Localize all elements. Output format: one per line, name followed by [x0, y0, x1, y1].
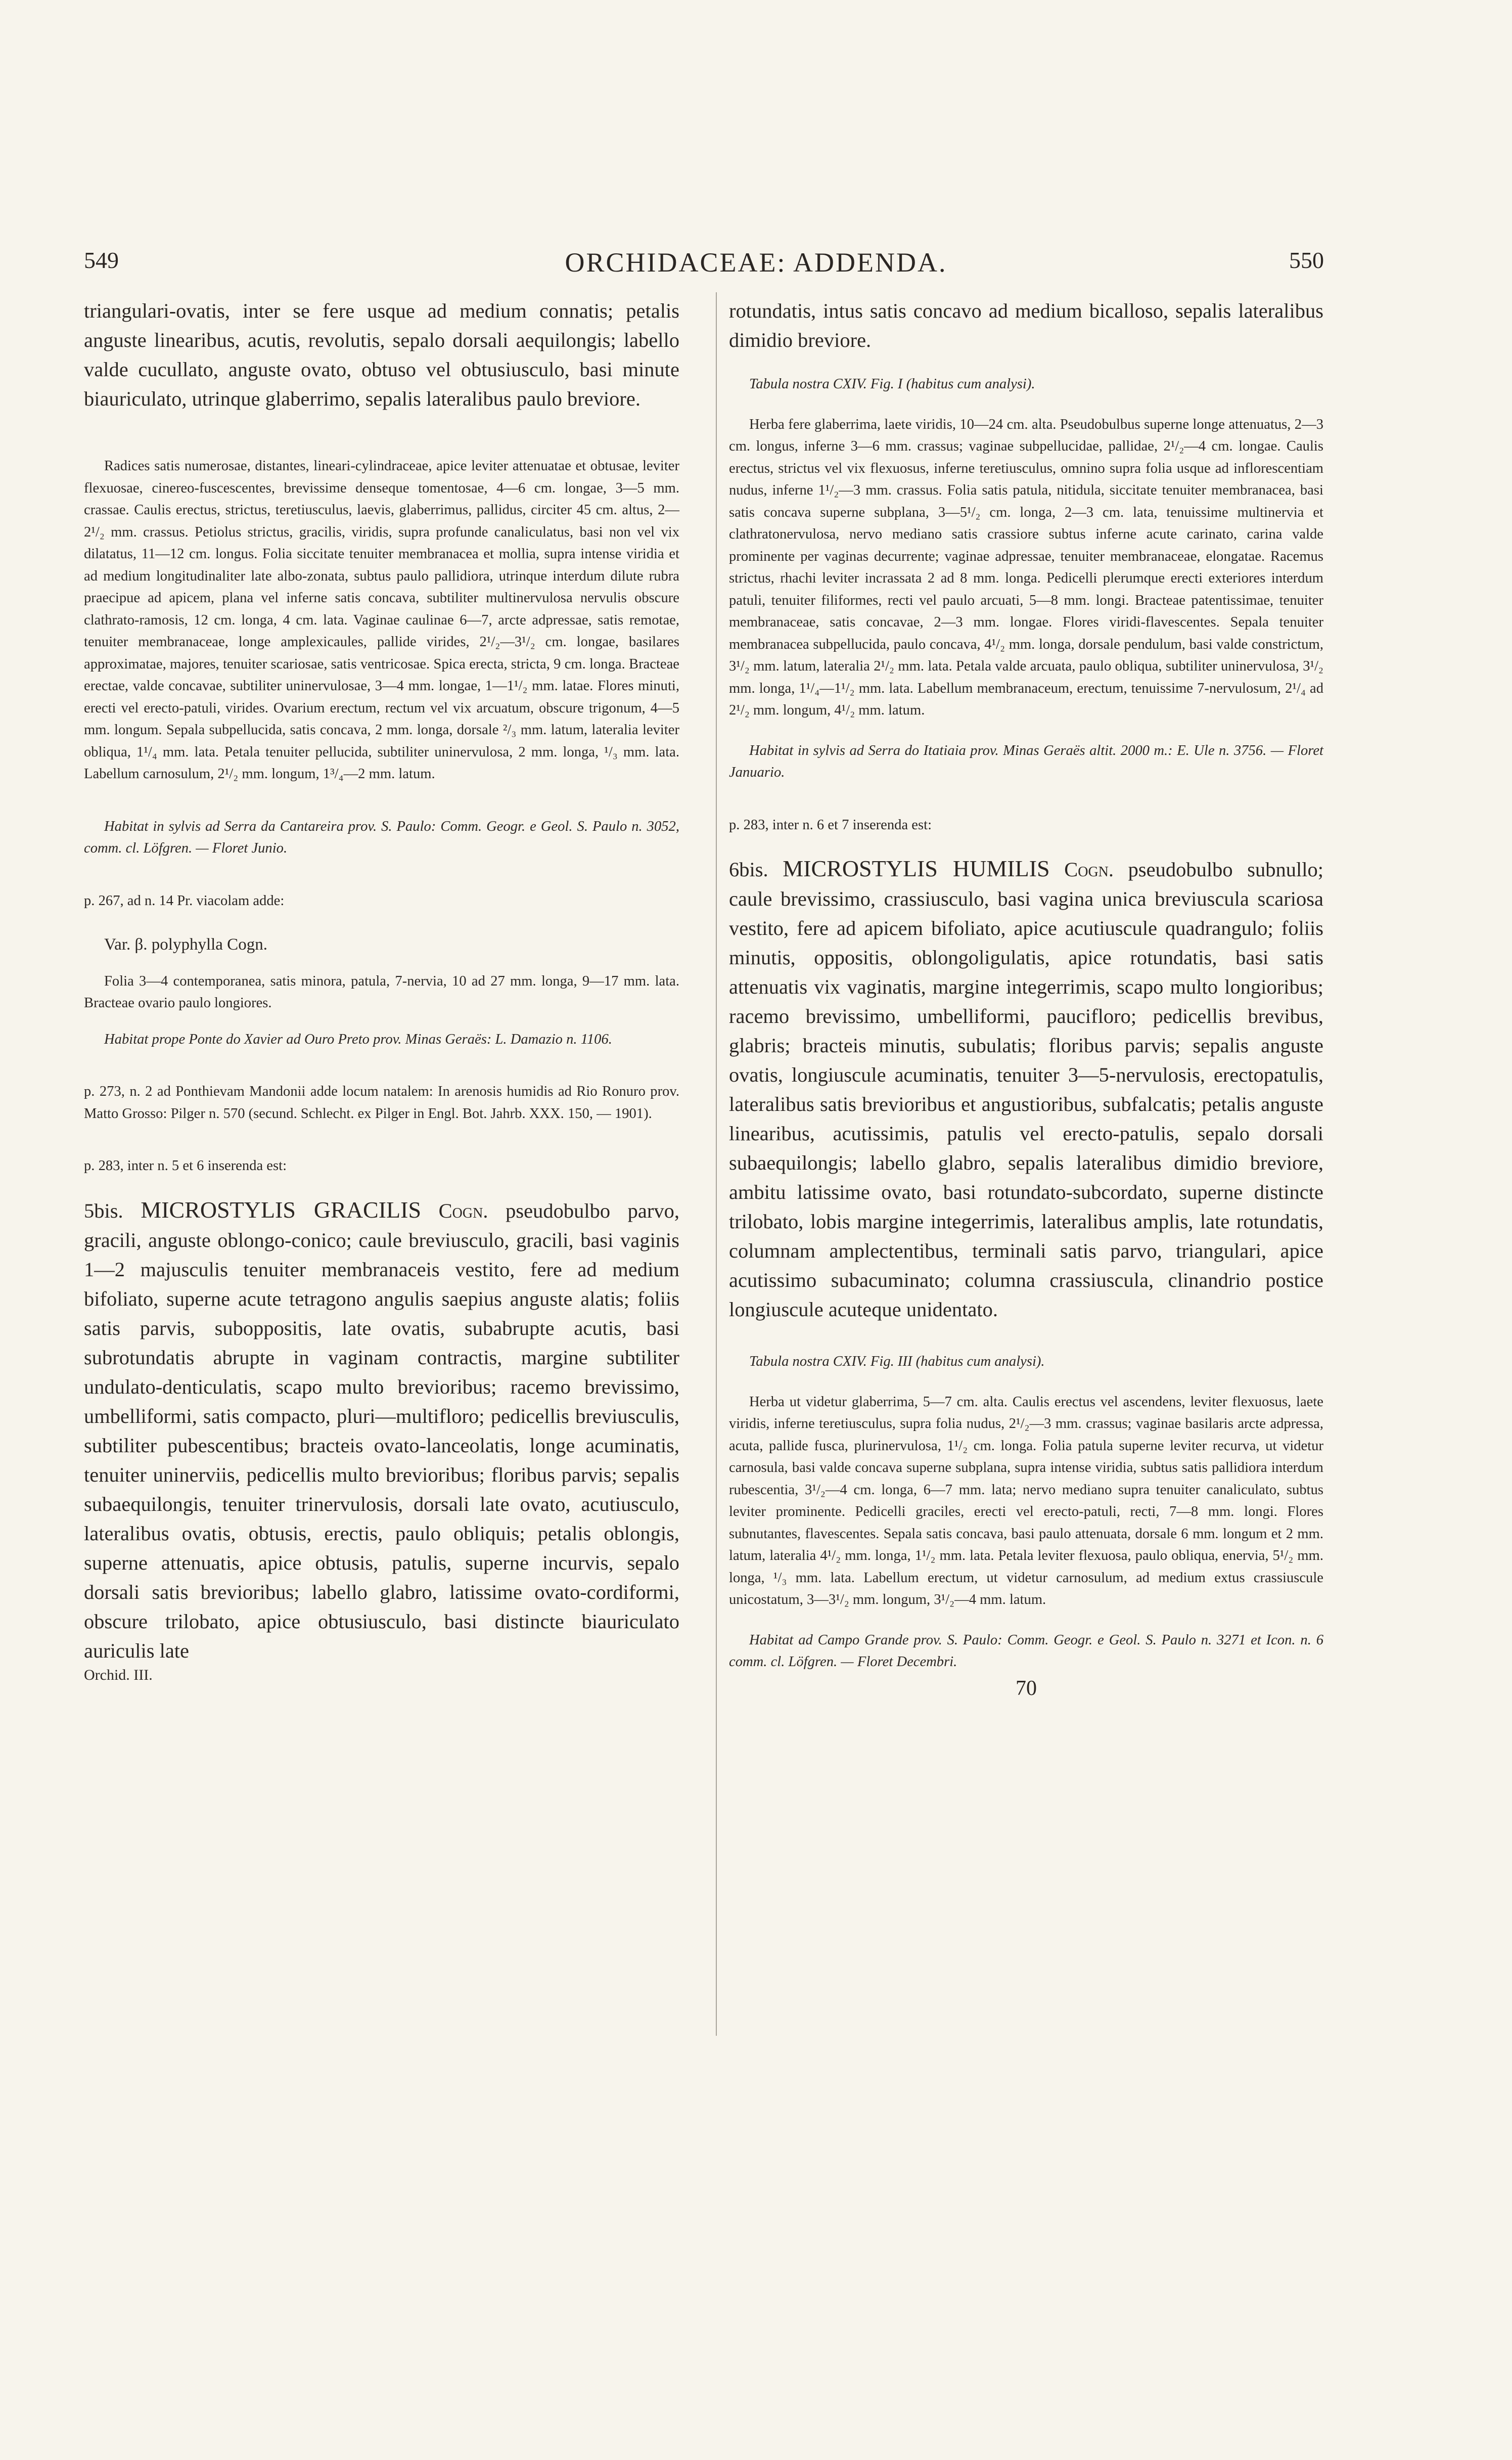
- insertion-note: p. 283, inter n. 5 et 6 inserenda est:: [84, 1158, 287, 1174]
- habitat-note: Habitat in sylvis ad Serra do Itatiaia prov. Minas Geraës altit. 2000 m.: E. Ule n. 3756. — Floret Januario.: [729, 742, 1323, 780]
- habitat-note: Habitat in sylvis ad Serra da Cantareira prov. S. Paulo: Comm. Geogr. e Geol. S. Paulo n. 3052, comm. cl. Löfgren. — Floret Junio.: [84, 818, 679, 856]
- insertion-note: p. 283, inter n. 6 et 7 inserenda est:: [729, 817, 932, 833]
- species-name: MICROSTYLIS GRACILIS: [141, 1196, 422, 1223]
- variety-description: Folia 3—4 contemporanea, satis minora, patula, 7-nervia, 10 ad 27 mm. longa, 9—17 mm. lata. Bracteae ovario paulo longiores.: [84, 973, 679, 1011]
- sheet-number: 70: [1016, 1676, 1037, 1700]
- continued-diagnosis: rotundatis, intus satis concavo ad medium bicalloso, sepalis lateralibus dimidio breviore.: [729, 299, 1323, 351]
- plate-reference: Tabula nostra CXIV. Fig. I (habitus cum analysi).: [749, 376, 1035, 392]
- description-paragraph: Herba fere glaberrima, laete viridis, 10—24 cm. alta. Pseudobulbus superne longe attenuatus, 2—3 cm. longus, inferne 3—6 mm. crassus; vaginae subpellucidae, pallidae, 2¹/₂—4 cm. longae. Caulis erectus, strictus vel vix flexuosus, inferne teretiusculus, omnino supra folia usque ad inflorescentiam nudus, inferne 1¹/₂—3 mm. crassus. Folia satis patula, nitidula, siccitate tenuiter membranacea, basi satis concava superne subplana, 3—5¹/₂ cm. longa, 2—3 cm. lata, tenuissime multinervia et clathratonervulosa, nervo mediano satis crassiore subtus inferne acute carinato, carina valde prominente per vaginas decurrente; vaginae adpressae, tenuiter membranaceae, elongatae. Racemus strictus, rhachi leviter incrassata 2 ad 8 mm. longa. Pedicelli plerumque erecti exteriores interdum patuli, tenuiter filiformes, recti vel paulo arcuati, 5—8 mm. longi. Bracteae patentissimae, tenuiter membranaceae, satis concavae, 2—3 mm. longae. Flores viridi-flavescentes. Sepala tenuiter membranacea subpellucida, paulo concava, 4¹/₂ mm. longa, dorsale pendulum, basi valde constrictum, 3¹/₂ mm. latum, lateralia 2¹/₂ mm. lata. Petala valde arcuata, paulo obliqua, subtiliter uninervulosa, 3¹/₂ mm. longa, 1¹/₄—1¹/₂ mm. lata. Labellum membranaceum, erectum, tenuissime 7-nervulosum, 2¹/₄ ad 2¹/₂ mm. longum, 4¹/₂ mm. latum.: [729, 416, 1323, 718]
- continued-diagnosis: triangulari-ovatis, inter se fere usque ad medium connatis; petalis anguste linearibus, acutis, revolutis, sepalo dorsali aequilongis; labello valde cucullato, anguste ovato, obtuso vel obtusiusculo, basi minute biauriculato, utrinque glaberrimo, sepalis lateralibus paulo breviore.: [84, 299, 679, 410]
- species-author: Cogn.: [1064, 858, 1114, 881]
- right-page-number: 550: [1289, 247, 1324, 273]
- running-header: [0, 247, 1512, 282]
- left-column: [84, 296, 679, 1684]
- page-reference: p. 267, ad n. 14 Pr. viacolam adde:: [84, 892, 285, 909]
- column-divider: [716, 292, 717, 2036]
- species-diagnosis: pseudobulbo parvo, gracili, anguste oblongo-conico; caule breviusculo, gracili, basi vaginis 1—2 majusculis tenuiter membranaceis vestito, fere ad medium bifoliato, superne acute tetragono angulis saepius anguste alatis; foliis satis parvis, suboppositis, late ovatis, subabrupte acutis, basi subrotundatis abrupte in vaginam contractis, margine subtiliter undulato-denticulatis, scapo multo brevioribus; racemo brevissimo, umbelliformi, satis compacto, pluri—multifloro; pedicellis breviusculis, subtiliter pubescentibus; bracteis ovato-lanceolatis, longe acuminatis, tenuiter uninerviis, pedicellis multo brevioribus; floribus parvis; sepalis subaequilongis, tenuiter trinervulosis, dorsali late ovato, acutiusculo, lateralibus ovatis, obtusis, erectis, paulo obliquis; petalis oblongis, superne attenuatis, apice obtusis, patulis, superne incurvis, sepalo dorsali satis brevioribus; labello glabro, latissime ovato-cordiformi, obscure trilobato, apice obtusiusculo, basi distincte biauriculato auriculis late: [84, 1199, 680, 1662]
- signature-mark: Orchid. III.: [84, 1666, 153, 1683]
- species-entry: [729, 854, 1323, 1324]
- variety-title: Var. β. polyphylla Cogn.: [104, 935, 267, 954]
- description-paragraph: Herba ut videtur glaberrima, 5—7 cm. alta. Caulis erectus vel ascendens, leviter flexuosus, laete viridis, inferne teretiusculus, supra folia nudus, 2¹/₂—3 mm. crassus; vaginae basilaris arcte adpressa, acuta, pallide fusca, plurinervulosa, 1¹/₂ cm. longa. Folia patula superne leviter recurva, ut videtur carnosula, basi valde concava superne subplana, supra intense viridia, subtus satis pallidiora interdum rubescentia, 3¹/₂—4 cm. longa, 6—7 mm. lata; nervo mediano supra tenuiter canaliculato, subtus leviter prominente. Pedicelli graciles, erecti vel erecto-patuli, recti, 7—8 mm. longi. Flores subnutantes, flavescentes. Sepala satis concava, basi paulo attenuata, dorsale 6 mm. longum et 2 mm. latum, lateralia 4¹/₂ mm. longa, 1¹/₂ mm. lata. Petala leviter flexuosa, paulo obliqua, enervia, 5¹/₂ mm. longa, ¹/₃ mm. lata. Labellum erectum, ut videtur carnosulum, ad medium extus crassiuscule unicostatum, 3—3¹/₂ mm. longum, 3¹/₂—4 mm. latum.: [729, 1394, 1323, 1607]
- left-page-number: 549: [84, 247, 119, 273]
- species-author: Cogn.: [438, 1199, 488, 1222]
- page-reference-273: p. 273, n. 2 ad Ponthievam Mandonii adde locum natalem: In arenosis humidis ad Rio Ronuro prov. Matto Grosso: Pilger n. 570 (secund. Schlecht. ex Pilger in Engl. Bot. Jahrb. XXX. 150, — 1901).: [84, 1084, 679, 1122]
- running-title: ORCHIDACEAE: ADDENDA.: [565, 247, 947, 278]
- species-entry: [84, 1195, 679, 1666]
- habitat-note: Habitat ad Campo Grande prov. S. Paulo: Comm. Geogr. e Geol. S. Paulo n. 3271 et Icon. n. 6 comm. cl. Löfgren. — Floret Decembri.: [729, 1632, 1323, 1670]
- species-diagnosis: pseudobulbo subnullo; caule brevissimo, crassiusculo, basi vagina unica breviuscula scariosa vestito, fere ad apicem bifoliato, apice acutiuscule quadrangulo; foliis minutis, oppositis, oblongoligulatis, apice rotundatis, basi satis attenuatis vix vaginatis, margine integerrimis, scapo multo longioribus; racemo brevissimo, umbelliformi, paucifloro; pedicellis brevibus, glabris; bracteis minutis, subulatis; floribus parvis; sepalis anguste ovatis, longiuscule acuminatis, tenuiter 3—5-nervulosis, erectopatulis, lateralibus satis brevioribus et angustioribus, subfalcatis; petalis anguste linearibus, acutissimis, patulis vel erecto-patulis, sepalo dorsali subaequilongis; labello glabro, sepalis lateralibus dimidio breviore, ambitu latissime ovato, basi rotundato-subcordato, superne distincte trilobato, lobis margine integerrimis, lateralibus amplis, late rotundatis, columnam amplectentibus, terminali satis parvo, triangulari, apice acutissimo subacuminato; columna crassiuscula, clinandrio postice longiuscule acuteque unidentato.: [729, 858, 1324, 1321]
- species-name: MICROSTYLIS HUMILIS: [783, 856, 1050, 881]
- species-number: 6bis.: [729, 858, 768, 881]
- description-paragraph: Radices satis numerosae, distantes, lineari-cylindraceae, apice leviter attenuatae et obtusae, leviter flexuosae, cinereo-fuscescentes, brevissime denseque tomentosae, 4—6 cm. longae, 3—5 mm. crassae. Caulis erectus, strictus, teretiusculus, laevis, glaberrimus, pallidus, circiter 45 cm. altus, 2—2¹/₂ mm. crassus. Petiolus strictus, gracilis, viridis, supra profunde canaliculatus, basi non vel vix dilatatus, 11—12 cm. longus. Folia siccitate tenuiter membranacea et mollia, supra intense viridia et ad medium longitudinaliter late albo-zonata, subtus paulo pallidiora, utrinque interdum dilute rubra praecipue ad apicem, plana vel inferne satis concava, subtiliter multinervulosa nervulis obscure clathrato-ramosis, 12 cm. longa, 4 cm. lata. Vaginae caulinae 6—7, arcte adpressae, satis remotae, tenuiter membranaceae, longe amplexicaules, pallide virides, 2¹/₂—3¹/₂ cm. longae, basilares approximatae, majores, tenuiter scariosae, satis ventricosae. Spica erecta, stricta, 9 cm. longa. Bracteae erectae, valde concavae, subtiliter uninervulosae, 3—4 mm. longae, 1—1¹/₂ mm. latae. Flores minuti, erecti vel erecto-patuli, virides. Ovarium erectum, rectum vel vix arcuatum, obscure trigonum, 4—5 mm. longum. Sepala subpellucida, satis concava, 2 mm. longa, dorsale ²/₃ mm. latum, lateralia leviter obliqua, 1¹/₄ mm. lata. Petala tenuiter pellucida, subtiliter uninervulosa, 2 mm. longa, ¹/₃ mm. lata. Labellum carnosulum, 2¹/₂ mm. longum, 1³/₄—2 mm. latum.: [84, 458, 679, 782]
- variety-habitat: Habitat prope Ponte do Xavier ad Ouro Preto prov. Minas Geraës: L. Damazio n. 1106.: [104, 1031, 612, 1047]
- plate-reference: Tabula nostra CXIV. Fig. III (habitus cum analysi).: [749, 1354, 1045, 1369]
- species-number: 5bis.: [84, 1199, 123, 1222]
- right-column: [729, 296, 1323, 1701]
